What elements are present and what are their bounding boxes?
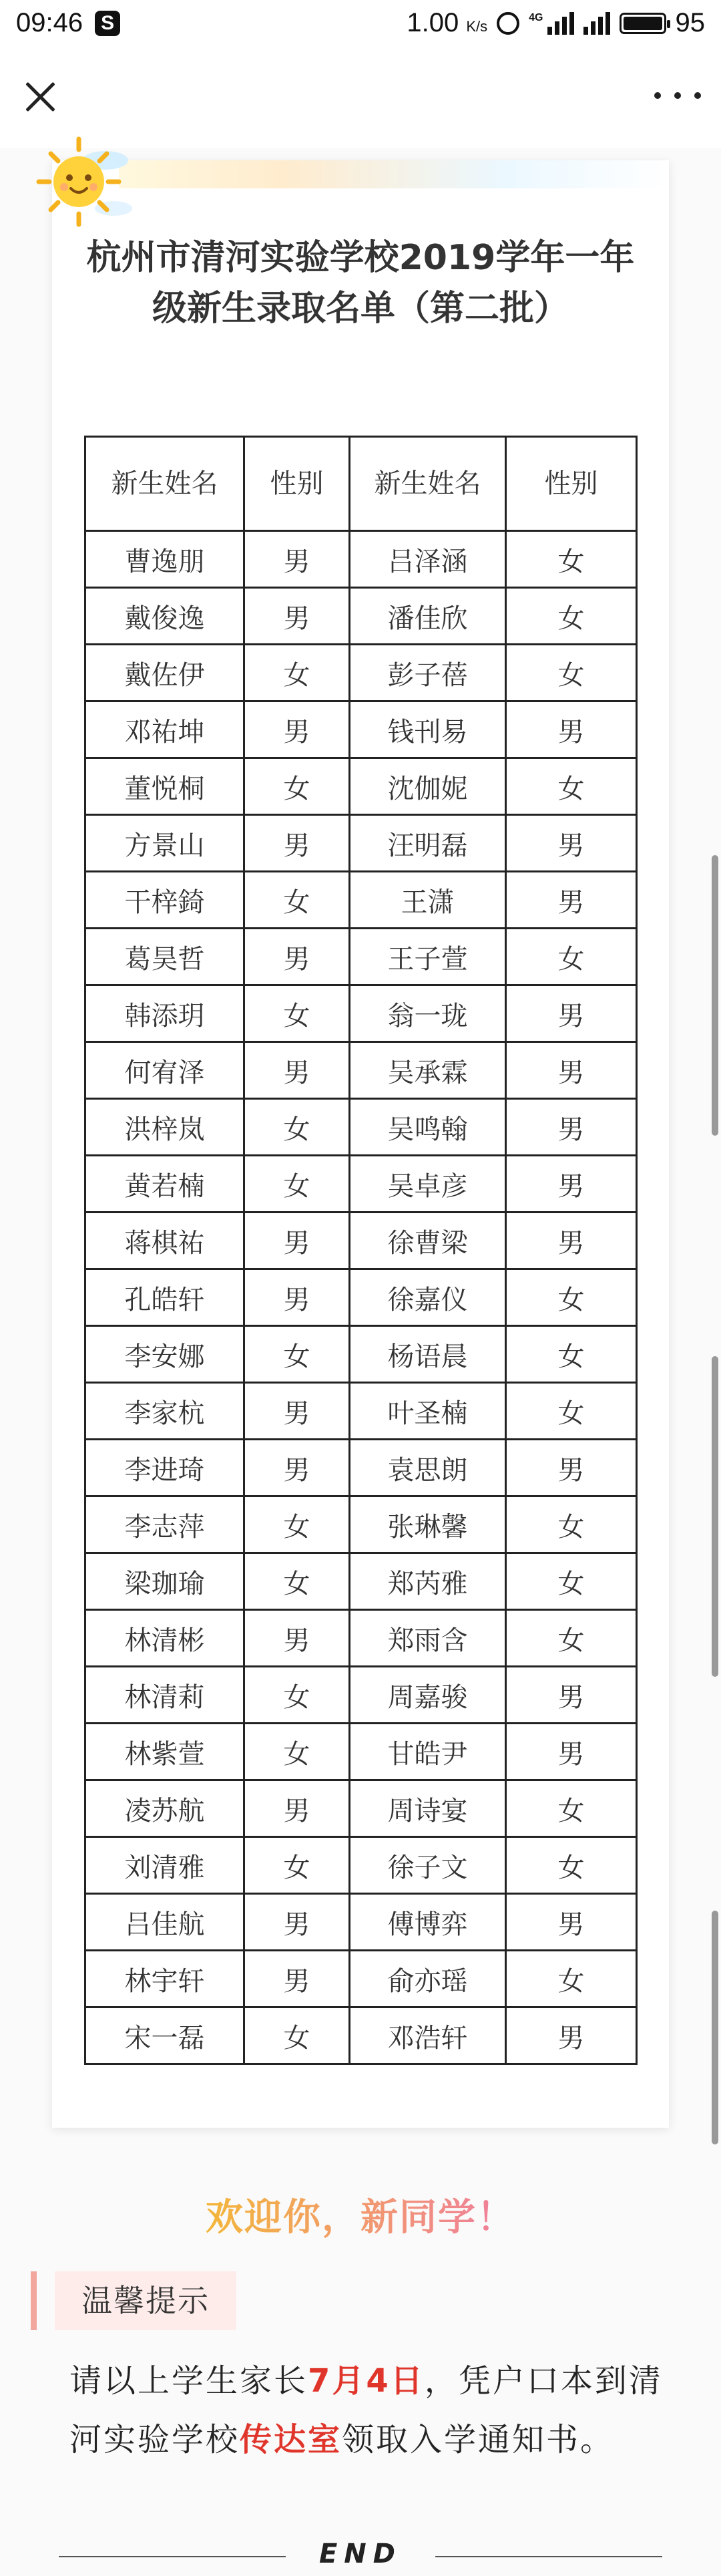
table-header-row [85, 437, 637, 531]
student-gender: 女 [244, 1326, 350, 1383]
header-gender-1: 性别 [244, 437, 350, 531]
student-name: 李进琦 [85, 1440, 244, 1496]
student-gender: 女 [506, 1780, 637, 1837]
student-name: 李志萍 [85, 1496, 244, 1553]
student-name: 吴卓彦 [350, 1156, 506, 1213]
student-name: 凌苏航 [85, 1780, 244, 1837]
table-row [85, 1383, 637, 1440]
student-name: 干梓錡 [85, 872, 244, 929]
student-name: 曹逸朋 [85, 531, 244, 588]
scroll-indicator [712, 855, 718, 1136]
student-gender: 女 [506, 1837, 637, 1894]
student-gender: 男 [244, 1440, 350, 1496]
student-name: 黄若楠 [85, 1156, 244, 1213]
student-gender: 男 [244, 1269, 350, 1326]
student-gender: 女 [244, 1724, 350, 1780]
scroll-indicator [712, 1911, 718, 2144]
student-gender: 女 [506, 1383, 637, 1440]
page-title: 杭州市清河实验学校2019学年一年级新生录取名单（第二批） [86, 238, 635, 329]
student-name: 邓浩轩 [350, 2007, 506, 2064]
student-gender: 男 [244, 1383, 350, 1440]
student-gender: 男 [244, 1780, 350, 1837]
student-gender: 女 [506, 1496, 637, 1553]
student-gender: 男 [506, 1213, 637, 1269]
table-row [85, 1951, 637, 2007]
student-name: 戴俊逸 [85, 588, 244, 645]
student-gender: 女 [244, 985, 350, 1042]
header-name-2: 新生姓名 [350, 437, 506, 531]
student-name: 葛昊哲 [85, 929, 244, 985]
student-name: 林宇轩 [85, 1951, 244, 2007]
student-gender: 女 [244, 1156, 350, 1213]
student-name: 孔皓轩 [85, 1269, 244, 1326]
student-gender: 男 [244, 1951, 350, 2007]
table-row [85, 1667, 637, 1724]
student-gender: 男 [506, 701, 637, 758]
student-gender: 女 [506, 1610, 637, 1667]
student-name: 韩添玥 [85, 985, 244, 1042]
student-name: 张琳馨 [350, 1496, 506, 1553]
student-gender: 男 [506, 1042, 637, 1099]
student-name: 邓祐坤 [85, 701, 244, 758]
end-text: END [307, 2539, 414, 2569]
student-name: 郑雨含 [350, 1610, 506, 1667]
student-name: 宋一磊 [85, 2007, 244, 2064]
table-row [85, 758, 637, 815]
student-gender: 女 [244, 645, 350, 701]
table-row [85, 1837, 637, 1894]
student-name: 吕泽涵 [350, 531, 506, 588]
student-name: 沈伽妮 [350, 758, 506, 815]
student-name: 潘佳欣 [350, 588, 506, 645]
student-name: 戴佐伊 [85, 645, 244, 701]
student-name: 蒋棋祐 [85, 1213, 244, 1269]
table-row [85, 985, 637, 1042]
end-divider [0, 2539, 721, 2576]
student-gender: 男 [506, 1156, 637, 1213]
table-row [85, 1496, 637, 1553]
table-row [85, 929, 637, 985]
student-gender: 男 [244, 815, 350, 872]
sun-icon [25, 134, 132, 234]
student-gender: 男 [506, 1099, 637, 1156]
table-row [85, 1610, 637, 1667]
student-gender: 女 [506, 1951, 637, 2007]
student-gender: 男 [244, 929, 350, 985]
tip-place: 传达室 [240, 2421, 342, 2458]
tip-accent-bar [31, 2271, 37, 2330]
student-name: 周嘉骏 [350, 1667, 506, 1724]
header-name-1: 新生姓名 [85, 437, 244, 531]
student-name: 徐曹梁 [350, 1213, 506, 1269]
student-name: 林清莉 [85, 1667, 244, 1724]
table-row [85, 1553, 637, 1610]
tip-label: 温馨提示 [55, 2271, 236, 2330]
student-gender: 女 [244, 1667, 350, 1724]
student-gender: 男 [244, 1894, 350, 1951]
student-name: 王子萱 [350, 929, 506, 985]
student-name: 李家杭 [85, 1383, 244, 1440]
student-name: 吕佳航 [85, 1894, 244, 1951]
student-gender: 女 [244, 1496, 350, 1553]
table-row [85, 872, 637, 929]
student-gender: 女 [506, 645, 637, 701]
decorative-ribbon [119, 160, 669, 188]
student-name: 李安娜 [85, 1326, 244, 1383]
table-row [85, 1269, 637, 1326]
student-name: 方景山 [85, 815, 244, 872]
student-name: 吴承霖 [350, 1042, 506, 1099]
student-name: 刘清雅 [85, 1837, 244, 1894]
student-name: 杨语晨 [350, 1326, 506, 1383]
status-bar [0, 0, 721, 48]
student-gender: 女 [244, 2007, 350, 2064]
student-gender: 女 [506, 1326, 637, 1383]
student-gender: 女 [244, 1099, 350, 1156]
app-notification-icon: S [95, 11, 120, 36]
student-name: 林紫萱 [85, 1724, 244, 1780]
student-gender: 男 [506, 1667, 637, 1724]
welcome-text: 欢迎你，新同学！ [206, 2196, 515, 2239]
signal-4g-icon: 4G [529, 12, 573, 35]
student-gender: 男 [506, 2007, 637, 2064]
header-gender-2: 性别 [506, 437, 637, 531]
student-name: 吴鸣翰 [350, 1099, 506, 1156]
student-name: 叶圣楠 [350, 1383, 506, 1440]
table-row [85, 531, 637, 588]
student-name: 何宥泽 [85, 1042, 244, 1099]
table-row [85, 701, 637, 758]
alarm-icon [497, 12, 519, 35]
student-name: 傅博弈 [350, 1894, 506, 1951]
student-name: 徐嘉仪 [350, 1269, 506, 1326]
student-name: 梁珈瑜 [85, 1553, 244, 1610]
student-gender: 男 [244, 701, 350, 758]
table-row [85, 1440, 637, 1496]
student-gender: 女 [244, 872, 350, 929]
student-gender: 女 [244, 1553, 350, 1610]
network-speed: 1.00 K/s [407, 8, 488, 37]
student-gender: 男 [506, 1440, 637, 1496]
student-gender: 女 [244, 1837, 350, 1894]
student-gender: 女 [506, 1553, 637, 1610]
student-gender: 男 [506, 985, 637, 1042]
student-gender: 男 [244, 1213, 350, 1269]
status-time: 09:46 [16, 8, 83, 37]
student-gender: 女 [244, 758, 350, 815]
student-name: 钱刊易 [350, 701, 506, 758]
student-gender: 女 [506, 929, 637, 985]
article-card [52, 160, 669, 2128]
student-gender: 男 [506, 872, 637, 929]
student-gender: 男 [244, 588, 350, 645]
student-name: 王潇 [350, 872, 506, 929]
table-row [85, 1099, 637, 1156]
student-gender: 女 [506, 758, 637, 815]
table-row [85, 1213, 637, 1269]
student-name: 翁一珑 [350, 985, 506, 1042]
admission-table [84, 436, 638, 2065]
student-gender: 男 [506, 815, 637, 872]
student-name: 俞亦瑶 [350, 1951, 506, 2007]
signal-icon [583, 12, 610, 35]
tip-text: 请以上学生家长7月4日，凭户口本到清河实验学校传达室领取入学通知书。 [69, 2362, 663, 2458]
student-name: 袁思朗 [350, 1440, 506, 1496]
table-row [85, 1156, 637, 1213]
table-row [85, 2007, 637, 2064]
student-gender: 男 [244, 531, 350, 588]
scroll-indicator [712, 1356, 718, 1677]
student-gender: 女 [506, 531, 637, 588]
battery-level: 95 [675, 8, 705, 37]
table-row [85, 1326, 637, 1383]
table-row [85, 815, 637, 872]
table-row [85, 588, 637, 645]
table-row [85, 1724, 637, 1780]
student-name: 周诗宴 [350, 1780, 506, 1837]
student-name: 郑芮雅 [350, 1553, 506, 1610]
student-gender: 女 [506, 588, 637, 645]
table-row [85, 1894, 637, 1951]
student-name: 甘皓尹 [350, 1724, 506, 1780]
student-gender: 女 [506, 1269, 637, 1326]
table-row [85, 645, 637, 701]
student-name: 汪明磊 [350, 815, 506, 872]
tip-date: 7月4日 [308, 2362, 425, 2400]
student-gender: 男 [244, 1042, 350, 1099]
student-name: 彭子蓓 [350, 645, 506, 701]
student-name: 洪梓岚 [85, 1099, 244, 1156]
table-row [85, 1780, 637, 1837]
student-gender: 男 [244, 1610, 350, 1667]
student-name: 林清彬 [85, 1610, 244, 1667]
student-gender: 男 [506, 1894, 637, 1951]
close-icon[interactable] [19, 75, 63, 119]
student-gender: 男 [506, 1724, 637, 1780]
table-row [85, 1042, 637, 1099]
battery-icon [620, 13, 666, 34]
student-name: 董悦桐 [85, 758, 244, 815]
more-horizontal-icon[interactable] [654, 80, 701, 111]
student-name: 徐子文 [350, 1837, 506, 1894]
